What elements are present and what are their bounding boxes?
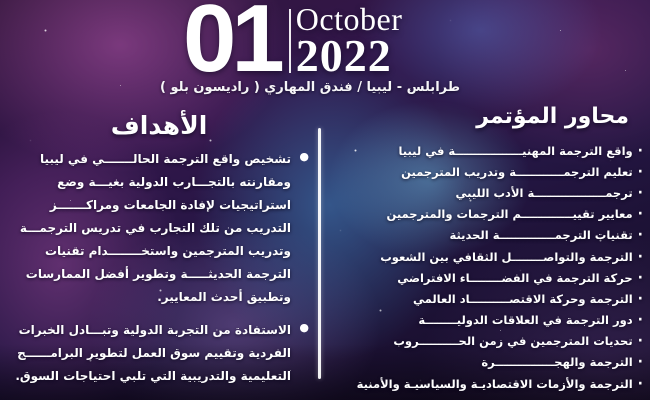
objectives-title: الأهداف xyxy=(110,111,208,140)
theme-label: الترجمة وحركة الاقتصــــــــــاد العالمي xyxy=(413,291,633,306)
objective-line: ومقارنته بالتجـــارب الدولية بغيـــة وضع xyxy=(57,175,291,189)
bullet-dot-icon: · xyxy=(637,333,643,350)
date-month: October xyxy=(295,1,403,37)
theme-label: الترجمة والأزمات الاقتصاديـة والسياسيـة والأمنية xyxy=(356,376,633,391)
theme-label: دور الترجمة في العلاقات الدوليــــــــة xyxy=(418,313,633,328)
theme-item xyxy=(330,140,643,161)
theme-label: تقنيات الترجمــــــــــــــة الحديثة xyxy=(449,228,633,243)
theme-item xyxy=(330,267,643,288)
objectives-section xyxy=(10,110,308,398)
theme-label: معايير تقييـــــــــــــم الترجمات والمترجمين xyxy=(386,207,633,222)
theme-label: الترجمة والهجـــــــــــــــرة xyxy=(481,355,633,370)
objective-line: الاستفادة من التجربة الدولية وتبـــادل الخبرات xyxy=(18,323,291,337)
objective-line: وتدريب المترجمين واستخــــــــدام تقنيات xyxy=(44,244,291,258)
bullet-dot-icon: · xyxy=(637,269,643,286)
bullet-dot-icon: · xyxy=(637,184,643,201)
theme-label: الترجمة والتواصــــــــل الثقافي بين الشعوب xyxy=(380,249,633,264)
star-field-dim xyxy=(0,0,1,1)
theme-label: تحديات المترجمين في زمن الحــــــــــروب xyxy=(393,334,633,349)
objective-line: وتطبيق أحدث المعايير. xyxy=(157,290,291,304)
bullet-dot-icon: · xyxy=(637,163,643,180)
date-year: 2022 xyxy=(295,30,392,81)
theme-item xyxy=(330,352,643,373)
bullet-dot-icon: · xyxy=(637,227,643,244)
event-location: طرابلس - ليبيا / فندق المهاري ( راديسون بلو ) xyxy=(160,80,460,95)
bullet-circle-icon: ● xyxy=(299,150,309,163)
bullet-dot-icon: · xyxy=(637,248,643,265)
date-divider-line xyxy=(289,9,291,73)
bullet-dot-icon: · xyxy=(637,312,643,329)
objective-line: الفردية وتقييم سوق العمل لتطوير البرامــــــج xyxy=(17,346,291,360)
objective-line: الترجمة الحديثـــــة وتطوير أفضل الممارسات xyxy=(25,267,291,281)
date-month-year xyxy=(295,0,403,81)
theme-label: حركة الترجمة في الفضــــــــاء الافتراضي xyxy=(397,270,633,285)
theme-item xyxy=(330,204,643,225)
date-day: 01 xyxy=(183,0,280,92)
objective-line: التعليمية والتدريبية التي تلبي احتياجات السوق. xyxy=(15,369,291,383)
bullet-dot-icon: · xyxy=(637,354,643,371)
theme-item xyxy=(330,310,643,331)
theme-label: واقع الترجمة المهنيـــــــــــــــــة في ليبيا xyxy=(398,143,633,158)
objective-line: تشخيص واقع الترجمة الحالـــــــي في ليبيا xyxy=(40,152,291,166)
theme-item xyxy=(330,246,643,267)
theme-item xyxy=(330,331,643,352)
theme-item xyxy=(330,161,643,182)
bullet-dot-icon: · xyxy=(637,290,643,307)
theme-label: ترجمــــــــــــــــــة الأدب الليبي xyxy=(455,185,633,200)
theme-item xyxy=(330,373,643,394)
bullet-circle-icon: ● xyxy=(299,321,309,334)
theme-label: تعليم الترجمــــــــــــة وتدريب المترجمين xyxy=(401,164,633,179)
themes-section xyxy=(330,104,643,394)
objective-item xyxy=(10,148,308,309)
themes-list xyxy=(330,140,643,394)
bullet-dot-icon: · xyxy=(637,375,643,392)
themes-title: محاور المؤتمر xyxy=(476,104,629,129)
objective-item xyxy=(10,319,308,388)
theme-item xyxy=(330,225,643,246)
bullet-dot-icon: · xyxy=(637,206,643,223)
bullet-dot-icon: · xyxy=(637,142,643,159)
column-divider-line xyxy=(318,128,321,379)
objective-line: استراتيجيات لإفادة الجامعات ومراكـــــــز xyxy=(49,198,291,212)
theme-item xyxy=(330,182,643,203)
objective-line: التدريب من تلك التجارب في تدريس الترجمـــة xyxy=(19,221,291,235)
theme-item xyxy=(330,288,643,309)
